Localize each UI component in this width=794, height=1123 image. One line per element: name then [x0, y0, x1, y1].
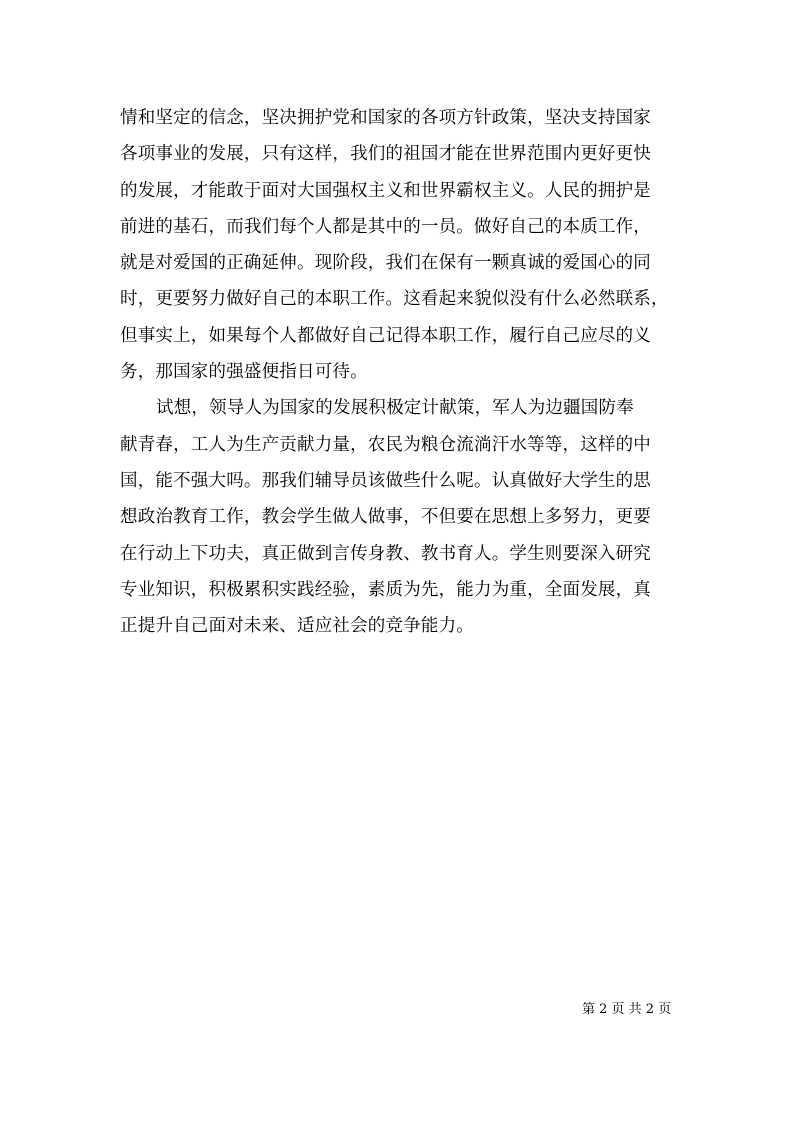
text-line: 试想，领导人为国家的发展积极定计献策，军人为边疆国防奉: [156, 398, 634, 419]
text-line: 就是对爱国的正确延伸。现阶段，我们在保有一颗真诚的爱国心的同: [120, 253, 651, 274]
text-line: 的发展，才能敢于面对大国强权主义和世界霸权主义。人民的拥护是: [120, 180, 651, 201]
text-line: 献青春，工人为生产贡献力量，农民为粮仓流淌汗水等等，这样的中: [120, 434, 651, 455]
text-line: 想政治教育工作，教会学生做人做事，不但要在思想上多努力，更要: [120, 507, 651, 528]
text-line: 情和坚定的信念，坚决拥护党和国家的各项方针政策，坚决支持国家: [120, 108, 651, 128]
text-line: 前进的基石，而我们每个人都是其中的一员。做好自己的本质工作，: [120, 216, 651, 237]
text-line: 时，更要努力做好自己的本职工作。这看起来貌似没有什么必然联系，: [120, 289, 669, 310]
text-line: 各项事业的发展，只有这样，我们的祖国才能在世界范围内更好更快: [120, 144, 651, 165]
text-line: 专业知识，积极累积实践经验，素质为先，能力为重，全面发展，真: [120, 579, 651, 600]
text-line: 务，那国家的强盛便指日可待。: [120, 362, 368, 383]
paragraph-2: [120, 390, 680, 644]
document-body: [120, 100, 680, 644]
text-line: 在行动上下功夫，真正做到言传身教、教书育人。学生则要深入研究: [120, 543, 651, 564]
text-line: 但事实上，如果每个人都做好自己记得本职工作，履行自己应尽的义: [120, 325, 651, 346]
page-number-footer: 第 2 页 共 2 页: [582, 1002, 672, 1017]
text-line: 国，能不强大吗。那我们辅导员该做些什么呢。认真做好大学生的思: [120, 470, 651, 491]
text-line: 正提升自己面对未来、适应社会的竞争能力。: [120, 616, 474, 637]
paragraph-1: [120, 100, 680, 390]
